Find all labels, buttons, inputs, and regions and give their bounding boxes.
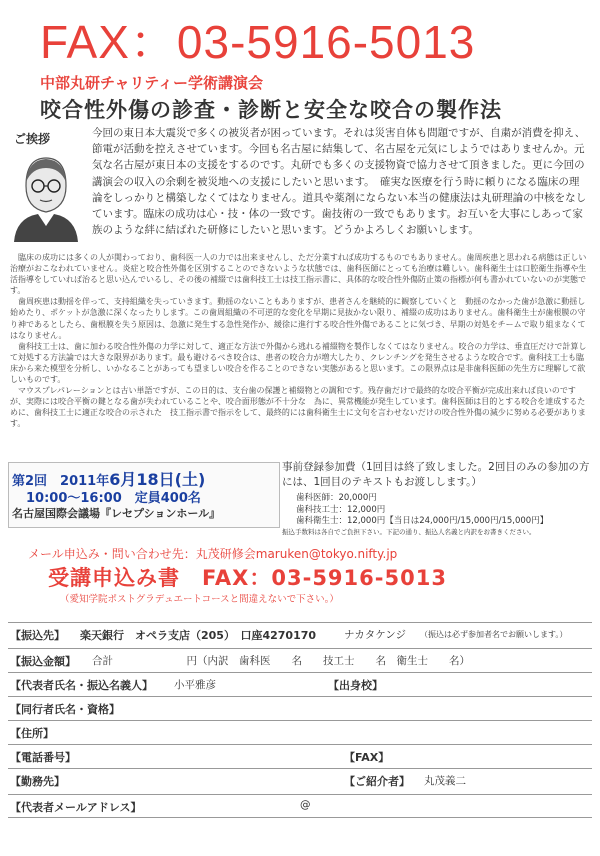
bank-value: 楽天銀行 オペラ支店（205） 口座4270170 bbox=[80, 629, 317, 642]
phone-label: 【電話番号】 bbox=[10, 751, 76, 764]
event-date: 第2回 2011年6月18日(土) bbox=[12, 470, 206, 489]
form-row-amount bbox=[8, 648, 592, 671]
greeting-label: ご挨拶 bbox=[14, 132, 51, 146]
fee-row: 歯科医師：20,000円 bbox=[296, 493, 377, 503]
fax-label: 【FAX】 bbox=[344, 751, 390, 764]
companions-label: 【同行者氏名・資格】 bbox=[10, 703, 120, 716]
event-time-capacity: 10:00〜16:00 定員400名 bbox=[26, 491, 201, 506]
email-label: 【代表者メールアドレス】 bbox=[10, 801, 142, 814]
form-row-phone bbox=[8, 744, 592, 767]
introducer-field[interactable]: 丸茂義二 bbox=[424, 775, 466, 787]
fee-note: 振込手数料は各自でご負担下さい。下記の通り、振込人名義と内訳をお書きください。 bbox=[282, 528, 536, 536]
event-title: 中部丸研チャリティー学術講演会 bbox=[40, 74, 264, 92]
fee-row: 歯科衛生士：12,000円【当日は24,000円/15,000円/15,000円】 bbox=[296, 516, 549, 526]
introducer-label: 【ご紹介者】 bbox=[344, 775, 410, 788]
fee-row: 歯科技工士：12,000円 bbox=[296, 504, 386, 515]
body-paragraph: マウスプレパレーションとは古い単語ですが、この日的は、支台歯の保護と補綴物との調和です。残存歯だけで最終的な咬合平衡が完成出来れば良いのですが、実際には咬合平衡の鍵となる歯が失われていることや、咬合面形態が不十分な 為に、異常機能が発生しています。歯科医師は目的とする咬合を達成するために、歯科技工士に適正な咬合の示された 技工指示書で指示をして、最終的には歯科衛生士に文句を言わせないだけの咬合性外傷の減少に努める必要があります。 bbox=[10, 386, 586, 429]
form-row-companions bbox=[8, 696, 592, 719]
application-note: （愛知学院ポストグラデュエートコースと間違えないで下さい。） bbox=[60, 594, 339, 605]
school-label: 【出身校】 bbox=[328, 679, 383, 692]
event-venue: 名古屋国際会議場『レセプションホール』 bbox=[12, 507, 221, 520]
representative-label: 【代表者氏名・振込名義人】 bbox=[10, 679, 153, 692]
lecture-subtitle: 咬合性外傷の診査・診断と安全な咬合の製作法 bbox=[40, 97, 502, 122]
body-paragraph: 歯科技工士は、歯に加わる咬合性外傷の力学に対して、適正な方法で外傷から逃れる補綴物を製作しなくてはなりません。咬合の力学は、垂直圧だけで計算して対処する方法論では大きな限界があります。最も避けるべき咬合は、患者の咬合力が増大したり、クレンチングを発生させるような咬合です。歯科技工士も臨床から来た模型を分析し、いかなることがあっても望ましい咬合を作ることのできない実態があると思います。この限界点は是非歯科医師の先生方に理解して欲しいものです。 bbox=[10, 341, 587, 385]
header-fax-number: FAX：03-5916-5013 bbox=[40, 16, 476, 68]
workplace-label: 【勤務先】 bbox=[10, 775, 65, 788]
form-row-workplace bbox=[8, 768, 592, 791]
body-text bbox=[10, 252, 590, 430]
form-row-address bbox=[8, 720, 592, 743]
form-row-bank bbox=[8, 622, 592, 645]
body-paragraph: 臨床の成功には多くの人が関わっており、歯科医一人の力では出来ませんし、ただ分業すれば成功するものでもありません。歯周疾患と思われる病態は正しい治療がおこなわれていません。炎症と咬合性外傷を区別することのできないような状態では、歯科医師にとっても治療は難しい。歯科衛生士は口腔衛生指導や生活指導をしていれば治ると思い込んでいるし、その後の補綴では歯科技工士は技工指示書に、具体的な咬合性外傷防止策の指標が何も書かれていないのが実態です。 bbox=[10, 253, 587, 296]
form-row-email bbox=[8, 794, 592, 818]
registration-text: 事前登録参加費（1回目は終了致しました。2回目のみの参加の方には、1回目のテキストもお渡しします。） bbox=[282, 461, 590, 488]
amount-field[interactable]: 合計 円（内訳 歯科医 名 技工士 名 衛生士 名） bbox=[92, 655, 470, 667]
bank-note: （振込は必ず参加者名でお願いします。） bbox=[420, 630, 568, 639]
representative-field[interactable]: 小平雅彦 bbox=[174, 679, 216, 691]
fee-list bbox=[296, 493, 548, 528]
bank-account-name: ナカタケンジ bbox=[344, 629, 407, 641]
email-field[interactable]: @ bbox=[300, 799, 311, 811]
form-row-representative bbox=[8, 672, 592, 695]
bank-label: 【振込先】 bbox=[10, 629, 65, 642]
greeting-text: 今回の東日本大震災で多くの被災者が困っています。それは災害自体も問題ですが、自粛が消費を抑え、節電が活動を控えさせています。今回も名古屋に結集して、名古屋を元気にしようではありませんか。元気な名古屋が東日本の支援をするのです。丸研でも多くの支援物資で協力させて頂きました。更に今回の講演会の収入の余剰を被災地への支援にしたいと思います。 確実な医療を行う時に頼りになる臨床の理論をしっかりと構築しなくてはなりません。道具や薬剤にならない本当の健康法は丸研理論の中核をなしています。臨床の成功は心・技・体の一致です。歯技術の一致でもあります。お互いを大事にしあって家族のような絆に結ばれた研修にしたいと思います。どうかよろしくお願いします。 bbox=[92, 127, 587, 237]
amount-label: 【振込金額】 bbox=[10, 655, 76, 668]
speaker-portrait-icon bbox=[8, 146, 84, 242]
application-title: 受講申込み書 FAX：03-5916-5013 bbox=[48, 566, 447, 590]
address-label: 【住所】 bbox=[10, 727, 54, 740]
contact-email[interactable]: メール申込み・問い合わせ先：丸茂研修会maruken@tokyo.nifty.jp bbox=[28, 547, 398, 561]
body-paragraph: 歯周疾患は動揺を伴って、支持組織を失っていきます。動揺のないこともありますが、患者さんを継続的に観察していくと 動揺のなかった歯が急激に動揺し始めたり、ポケットが急激に深くなったりします。この歯周組織の不可逆的な変化を早期に見抜かない限り、補綴の成功はありません。歯科衛生士が歯根膜の守り神であるとしたら、歯根膜を失う原因は、急激に発生する急性発作か、緩徐に進行する咬合性外傷であることに気づき、早期の対処をチームで取り組まなくてはなりません。 bbox=[10, 297, 586, 340]
